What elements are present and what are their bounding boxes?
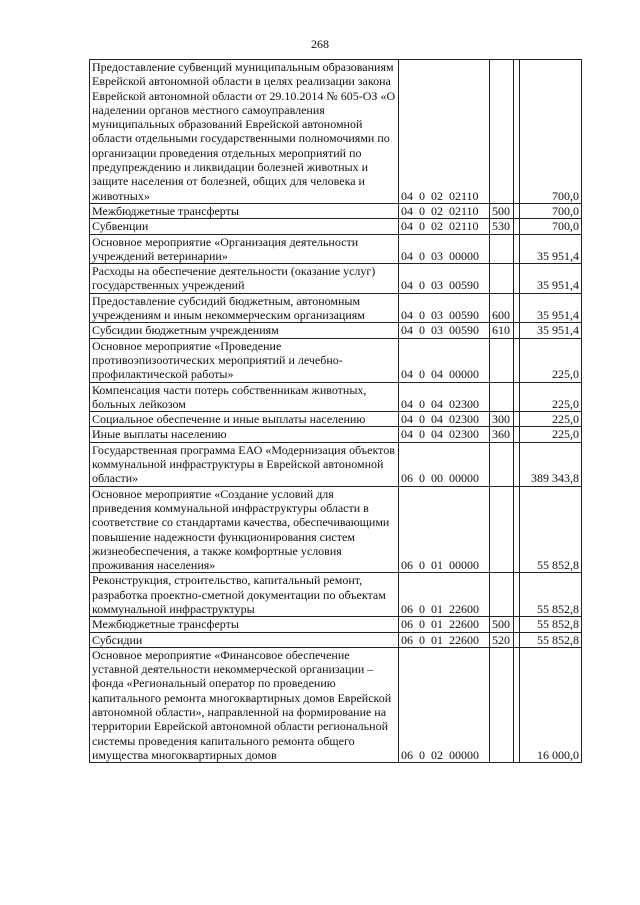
- expense-type-cell: 610: [490, 323, 514, 338]
- expense-type-cell: [490, 442, 514, 486]
- amount-cell: 225,0: [520, 338, 582, 382]
- table-row: [90, 486, 582, 573]
- expense-name-cell: Субсидии: [90, 632, 399, 647]
- target-code-cell: 04 0 03 00000: [399, 234, 490, 264]
- expense-type-cell: 600: [490, 293, 514, 323]
- table-row: [90, 234, 582, 264]
- target-code-cell: 04 0 03 00590: [399, 323, 490, 338]
- table-row: [90, 573, 582, 617]
- expense-name-cell: Иные выплаты населению: [90, 427, 399, 442]
- amount-cell: 700,0: [520, 219, 582, 234]
- target-code-cell: 04 0 04 02300: [399, 382, 490, 412]
- table-row: [90, 264, 582, 294]
- table-row: [90, 382, 582, 412]
- amount-cell: 35 951,4: [520, 264, 582, 294]
- table-body: [90, 60, 582, 763]
- expense-type-cell: [490, 486, 514, 573]
- target-code-cell: 04 0 04 00000: [399, 338, 490, 382]
- amount-cell: 55 852,8: [520, 617, 582, 632]
- amount-cell: 55 852,8: [520, 486, 582, 573]
- amount-cell: 35 951,4: [520, 234, 582, 264]
- expense-type-cell: [490, 264, 514, 294]
- expense-name-cell: Предоставление субвенций муниципальным образованиям Еврейской автономной области в целях реализации закона Еврейской автономной области от 29.10.2014 № 605-ОЗ «О наделении органов местного самоуправления муниципальных образований Еврейской автономной области отдельными государственными полномочиями по организации проведения отдельных мероприятий по предупреждению и ликвидации болезней животных и защите населения от болезней, общих для человека и животных»: [90, 60, 399, 204]
- target-code-cell: 04 0 02 02110: [399, 60, 490, 204]
- expense-name-cell: Основное мероприятие «Создание условий для приведения коммунальной инфраструктуры области в соответствие со стандартами качества, обеспечивающими повышение надежности функционирования систем жизнеобеспечения, а также комфортные условия проживания населения»: [90, 486, 399, 573]
- table-row: [90, 323, 582, 338]
- amount-cell: 55 852,8: [520, 573, 582, 617]
- target-code-cell: 04 0 03 00590: [399, 293, 490, 323]
- amount-cell: 35 951,4: [520, 323, 582, 338]
- expense-type-cell: 300: [490, 412, 514, 427]
- expense-name-cell: Основное мероприятие «Финансовое обеспечение уставной деятельности некоммерческой организации – фонда «Региональный оператор по проведению капитального ремонта многоквартирных домов Еврейской автономной области», направленной на формирование на территории Еврейской автономной области региональной системы проведения капитального ремонта общего имущества многоквартирных домов: [90, 647, 399, 762]
- table-row: [90, 647, 582, 762]
- expense-name-cell: Межбюджетные трансферты: [90, 203, 399, 218]
- table-row: [90, 203, 582, 218]
- table-row: [90, 427, 582, 442]
- expense-type-cell: 520: [490, 632, 514, 647]
- expense-type-cell: 530: [490, 219, 514, 234]
- target-code-cell: 06 0 01 00000: [399, 486, 490, 573]
- target-code-cell: 06 0 01 22600: [399, 632, 490, 647]
- expense-name-cell: Предоставление субсидий бюджетным, автономным учреждениям и иным некоммерческим организациям: [90, 293, 399, 323]
- expense-name-cell: Расходы на обеспечение деятельности (оказание услуг) государственных учреждений: [90, 264, 399, 294]
- table-row: [90, 60, 582, 204]
- expense-name-cell: Субсидии бюджетным учреждениям: [90, 323, 399, 338]
- amount-cell: 225,0: [520, 382, 582, 412]
- table-row: [90, 338, 582, 382]
- expense-type-cell: [490, 647, 514, 762]
- target-code-cell: 04 0 04 02300: [399, 412, 490, 427]
- expense-name-cell: Государственная программа ЕАО «Модернизация объектов коммунальной инфраструктуры в Еврейской автономной области»: [90, 442, 399, 486]
- table-row: [90, 617, 582, 632]
- amount-cell: 55 852,8: [520, 632, 582, 647]
- amount-cell: 35 951,4: [520, 293, 582, 323]
- target-code-cell: 04 0 02 02110: [399, 219, 490, 234]
- target-code-cell: 06 0 00 00000: [399, 442, 490, 486]
- expense-name-cell: Межбюджетные трансферты: [90, 617, 399, 632]
- expense-type-cell: [490, 573, 514, 617]
- expense-name-cell: Основное мероприятие «Организация деятельности учреждений ветеринарии»: [90, 234, 399, 264]
- expense-type-cell: 360: [490, 427, 514, 442]
- expense-type-cell: 500: [490, 203, 514, 218]
- table-row: [90, 632, 582, 647]
- expense-name-cell: Реконструкция, строительство, капитальный ремонт, разработка проектно-сметной документации по объектам коммунальной инфраструктуры: [90, 573, 399, 617]
- target-code-cell: 04 0 02 02110: [399, 203, 490, 218]
- target-code-cell: 06 0 01 22600: [399, 617, 490, 632]
- expense-name-cell: Субвенции: [90, 219, 399, 234]
- table-row: [90, 412, 582, 427]
- page-number: 268: [311, 37, 329, 51]
- amount-cell: 225,0: [520, 427, 582, 442]
- amount-cell: 225,0: [520, 412, 582, 427]
- table-row: [90, 293, 582, 323]
- target-code-cell: 06 0 01 22600: [399, 573, 490, 617]
- amount-cell: 16 000,0: [520, 647, 582, 762]
- table-row: [90, 219, 582, 234]
- amount-cell: 700,0: [520, 60, 582, 204]
- expense-name-cell: Основное мероприятие «Проведение противоэпизоотических мероприятий и лечебно-профилактической работы»: [90, 338, 399, 382]
- expense-name-cell: Социальное обеспечение и иные выплаты населению: [90, 412, 399, 427]
- amount-cell: 700,0: [520, 203, 582, 218]
- target-code-cell: 04 0 04 02300: [399, 427, 490, 442]
- target-code-cell: 04 0 03 00590: [399, 264, 490, 294]
- target-code-cell: 06 0 02 00000: [399, 647, 490, 762]
- expense-type-cell: 500: [490, 617, 514, 632]
- expense-type-cell: [490, 382, 514, 412]
- expense-name-cell: Компенсация части потерь собственникам животных, больных лейкозом: [90, 382, 399, 412]
- table-row: [90, 442, 582, 486]
- expense-type-cell: [490, 338, 514, 382]
- expense-type-cell: [490, 60, 514, 204]
- budget-table: [89, 59, 582, 763]
- expense-type-cell: [490, 234, 514, 264]
- amount-cell: 389 343,8: [520, 442, 582, 486]
